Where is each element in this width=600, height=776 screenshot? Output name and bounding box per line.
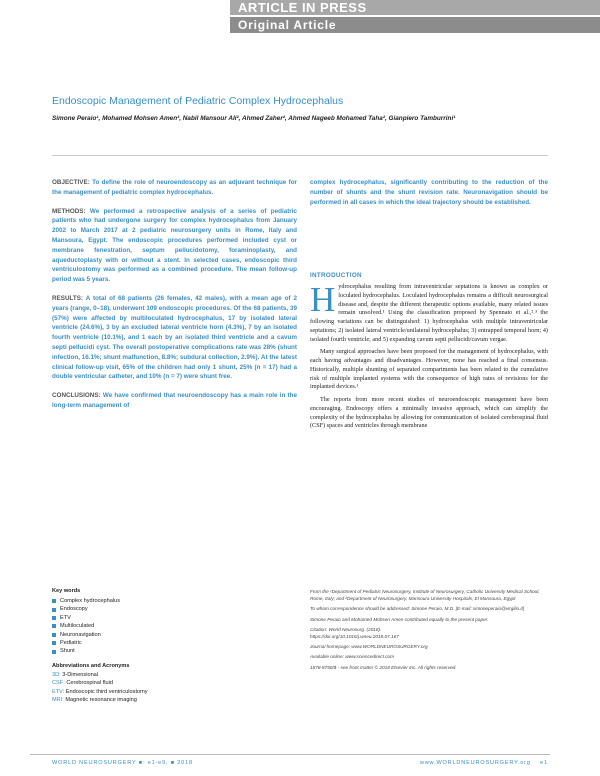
intro-paragraph-2: Many surgical approaches have been proposed for the management of hydrocephalus, with each having advantages and disadvantages. However, none has reached a final consensus. Historically, multiple shunting of separated compartments has been related to the cumulative risk of multiple implanted systems with the consequence of high rates of revisions for the implanted devices.¹ bbox=[310, 348, 548, 391]
footnotes bbox=[310, 588, 548, 674]
bullet-square-icon bbox=[52, 608, 56, 612]
abbreviation-item: CSF: Cerebrospinal fluid bbox=[52, 680, 113, 687]
bullet-square-icon bbox=[52, 624, 56, 628]
footer-divider bbox=[30, 754, 550, 755]
article-in-press-banner: ARTICLE IN PRESS bbox=[230, 0, 600, 15]
introduction-heading: INTRODUCTION bbox=[310, 272, 362, 279]
keyword-item: Endoscopy bbox=[52, 605, 292, 613]
doi-link[interactable]: https://doi.org/10.1016/j.wneu.2018.07.167 bbox=[310, 634, 399, 640]
abstract-left-column bbox=[52, 178, 297, 420]
drop-cap: H bbox=[310, 280, 336, 319]
header-band bbox=[230, 0, 600, 36]
correspondence: To whom correspondence should be addressed: Simone Peraio, M.D. [E-mail: simoneperaio@virgilio.it] bbox=[310, 606, 525, 612]
bullet-square-icon bbox=[52, 650, 56, 654]
journal-url[interactable]: www.WORLDNEUROSURGERY.org bbox=[419, 760, 531, 766]
keywords-heading: Key words bbox=[52, 588, 81, 594]
bullet-square-icon bbox=[52, 633, 56, 637]
intro-paragraph-1: Hydrocephalus resulting from intraventricular septations is known as complex or loculated hydrocephalus. Loculated hydrocephalus remains a difficult neurosurgical disease and, despite the different therapeutic options available, many related issues remain unsolved.¹ Using the classification proposed by Spennato et al.,²˒³ the following variations can be distinguished: 1) hydrocephalus with multiple intraventricular septations; 2) isolated lateral ventricle/unilateral hydrocephalus; 3) entrapped temporal horn; 4) isolated fourth ventricle; and 5) expanding cavum septi pellucidi/cavum vergae. bbox=[310, 280, 548, 343]
intro-paragraph-3: The reports from more recent studies of neuroendoscopic management have been encouraging. Endoscopy offers a minimally invasive approach, which can simplify the complexity of the hydrocephalus by allowing for communication of isolated cerebrospinal fluid (CSF) spaces and ventricles through membrane bbox=[310, 396, 548, 430]
copyright: 1878-8750/$ - see front matter © 2018 Elsevier Inc. All rights reserved. bbox=[310, 664, 457, 670]
introduction-body bbox=[310, 280, 548, 435]
divider bbox=[52, 155, 548, 156]
abstract-conclusions-continued: complex hydrocephalus, significantly contributing to the reduction of the number of shunts and the shunt revision rate. Neuronavigation should be performed in all cases in which the ideal trajectory should be established. bbox=[310, 179, 548, 206]
abstract-methods: METHODS: We performed a retrospective analysis of a series of pediatric patients who had undergone surgery for complex hydrocephalus from January 2002 to March 2017 at 2 pediatric neurosurgery units in Rome, Italy and Mansoura, Egypt. The endoscopic procedures performed included cyst or membrane fenestration, septum pellucidotomy, foraminoplasty, and aqueductoplasty with or without a stent. In selected cases, endoscopic third ventriculostomy was performed as a combined procedure. The mean follow-up period was 5 years. bbox=[52, 207, 298, 284]
citation: Citation: World Neurosurg. (2018). https://doi.org/10.1016/j.wneu.2018.07.167 bbox=[310, 626, 399, 640]
abstract-objective: OBJECTIVE: To define the role of neuroendoscopy as an adjuvant technique for the management of pediatric complex hydrocephalus. bbox=[52, 179, 297, 196]
abstract-results: RESULTS: A total of 68 patients (26 females, 42 males), with a mean age of 2 years (range, 0–18), underwent 109 endoscopic procedures. Of the 68 patients, 39 (57%) were affected by multiloculated hydrocephalus, 17 by isolated lateral ventricle (24.6%), 3 by an excluded lateral ventricle horn (4.3%), 7 by an isolated fourth ventricle (10.1%), and 1 each by an isolated third ventricle and a cavum septi pellucidi cyst. The overall postoperative complications rate was 28% (shunt infection, 16.1%; shunt malfunction, 8.8%; subdural collection, 2.9%). At the latest clinical follow-up visit, 65% of the children had only 1 shunt, 25% (n = 17) had a double ventricular catheter, and 10% (n = 7) were shunt free. bbox=[52, 294, 297, 381]
keywords-box bbox=[52, 588, 292, 704]
available-online[interactable]: Available online: www.sciencedirect.com bbox=[310, 654, 395, 660]
author-list: Simone Peraio¹, Mohamed Mohsen Amen², Nabil Mansour Ali², Ahmed Zaher², Ahmed Nageeb Mohamed Taha², Gianpiero Tamburrini¹ bbox=[52, 115, 456, 122]
abbreviations-heading: Abbreviations and Acronyms bbox=[52, 662, 130, 669]
footer-right bbox=[420, 760, 548, 766]
page-number: e1 bbox=[540, 760, 548, 766]
abbreviation-item: 3D: 3-Dimensional bbox=[52, 671, 99, 678]
keyword-item: Complex hydrocephalus bbox=[52, 597, 292, 605]
keyword-item: Multiloculated bbox=[52, 622, 292, 630]
journal-info: WORLD NEUROSURGERY ■: e1-e9, ■ 2018 bbox=[52, 760, 193, 766]
contribution-note: Simone Peraio and Mohamed Mohsen Amen contributed equally to the present paper. bbox=[310, 616, 489, 622]
abbreviation-item: MRI: Magnetic resonance imaging bbox=[52, 697, 137, 704]
bullet-square-icon bbox=[52, 599, 56, 603]
keyword-item: ETV bbox=[52, 614, 292, 622]
keyword-item: Pediatric bbox=[52, 639, 292, 647]
keyword-item: Shunt bbox=[52, 647, 292, 655]
bullet-square-icon bbox=[52, 641, 56, 645]
journal-homepage[interactable]: Journal homepage: www.WORLDNEUROSURGERY.org bbox=[310, 644, 428, 650]
bullet-square-icon bbox=[52, 616, 56, 620]
keyword-item: Neuronavigation bbox=[52, 631, 292, 639]
article-type-banner: Original Article bbox=[230, 17, 600, 33]
affiliations: From the ¹Department of Pediatric Neurosurgery, Institute of Neurosurgery, Catholic University Medical School, Rome, Italy; and ²Department of Neurosurgery, Mansoura University Hospitals, El Mansoura, Egypt bbox=[310, 589, 540, 602]
abstract-conclusions: CONCLUSIONS: We have confirmed that neuroendoscopy has a main role in the long-term management of bbox=[52, 392, 298, 409]
abbreviation-item: ETV: Endoscopic third ventriculostomy bbox=[52, 688, 148, 695]
article-title: Endoscopic Management of Pediatric Complex Hydrocephalus bbox=[52, 95, 344, 107]
